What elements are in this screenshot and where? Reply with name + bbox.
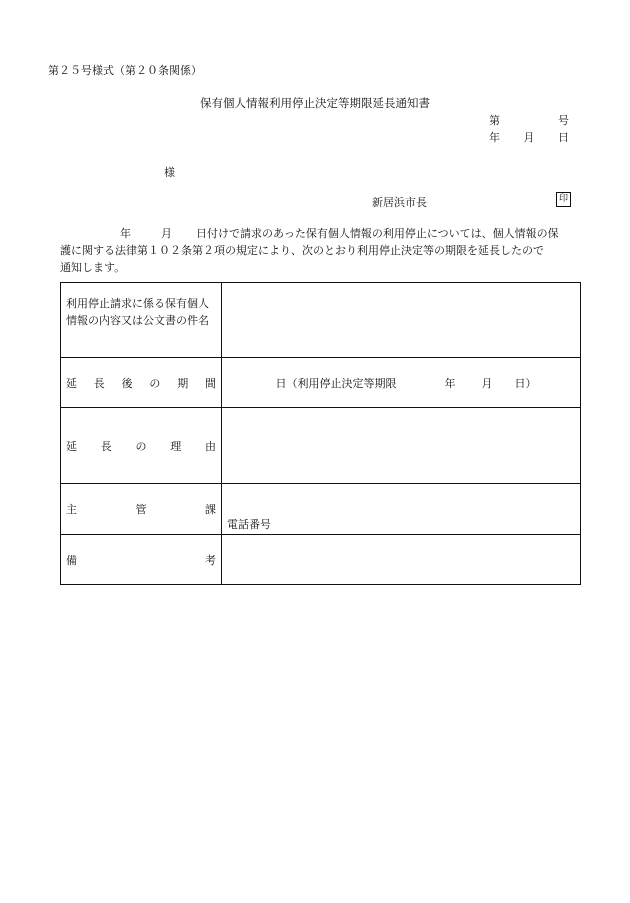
reference-dai: 第 xyxy=(489,114,500,127)
label-char: 延 xyxy=(66,439,77,453)
document-title: 保有個人情報利用停止決定等期限延長通知書 xyxy=(200,96,430,110)
reference-go: 号 xyxy=(558,114,569,127)
intro-line-2: 護に関する法律第１０２条第２項の規定により、次のとおり利用停止決定等の期限を延長したので xyxy=(60,244,544,257)
reference-number xyxy=(489,112,569,128)
label-char: 由 xyxy=(205,439,216,453)
form-number: 第２５号様式（第２０条関係） xyxy=(48,64,202,77)
table-row xyxy=(61,408,581,484)
notice-table xyxy=(60,282,581,585)
intro-line-3: 通知します。 xyxy=(60,261,126,274)
label-char: 間 xyxy=(204,376,216,390)
issuer-name: 新居浜市長 xyxy=(372,196,427,209)
period-year: 年 xyxy=(444,376,456,390)
date-day: 日 xyxy=(558,131,569,144)
extended-period-label xyxy=(61,358,222,408)
seal-mark: 印 xyxy=(556,192,571,207)
remarks-label xyxy=(61,535,222,585)
intro-year: 年 xyxy=(120,227,131,240)
table-row xyxy=(61,484,581,535)
addressee-honorific: 様 xyxy=(164,166,175,179)
intro-month: 月 xyxy=(161,227,172,240)
label-char: 課 xyxy=(205,503,216,516)
period-day: 日（利用停止決定等期限 xyxy=(275,376,397,390)
department-label xyxy=(61,484,222,535)
label-char: 考 xyxy=(205,553,216,567)
extension-reason-label xyxy=(61,408,222,484)
period-end: 日） xyxy=(514,376,537,390)
label-char: 備 xyxy=(66,553,77,567)
date-year: 年 xyxy=(489,131,500,144)
issue-date xyxy=(489,129,569,145)
table-row xyxy=(61,535,581,585)
department-value xyxy=(222,484,581,535)
label-char: の xyxy=(149,376,161,390)
label-char: 主 xyxy=(66,503,77,516)
table-row xyxy=(61,358,581,408)
intro-line-1 xyxy=(60,225,590,242)
table-row xyxy=(61,283,581,358)
remarks-value xyxy=(222,535,581,585)
label-char: 長 xyxy=(93,376,105,390)
intro-line-1-text: 日付けで請求のあった保有個人情報の利用停止については、個人情報の保 xyxy=(196,227,559,240)
label-char: 管 xyxy=(135,503,147,516)
extended-period-value xyxy=(222,358,581,408)
label-char: の xyxy=(135,439,147,453)
label-char: 理 xyxy=(170,439,182,453)
date-month: 月 xyxy=(523,131,535,144)
extension-reason-value xyxy=(222,408,581,484)
label-char: 延 xyxy=(66,376,77,390)
period-month: 月 xyxy=(481,376,493,390)
label-char: 長 xyxy=(100,439,112,453)
label-char: 後 xyxy=(121,376,133,390)
content-label: 利用停止請求に係る保有個人情報の内容又は公文書の件名 xyxy=(61,283,222,358)
label-char: 期 xyxy=(177,376,189,390)
phone-number-label: 電話番号 xyxy=(227,518,271,531)
intro-paragraph xyxy=(60,225,590,276)
content-value-cell xyxy=(222,283,581,358)
